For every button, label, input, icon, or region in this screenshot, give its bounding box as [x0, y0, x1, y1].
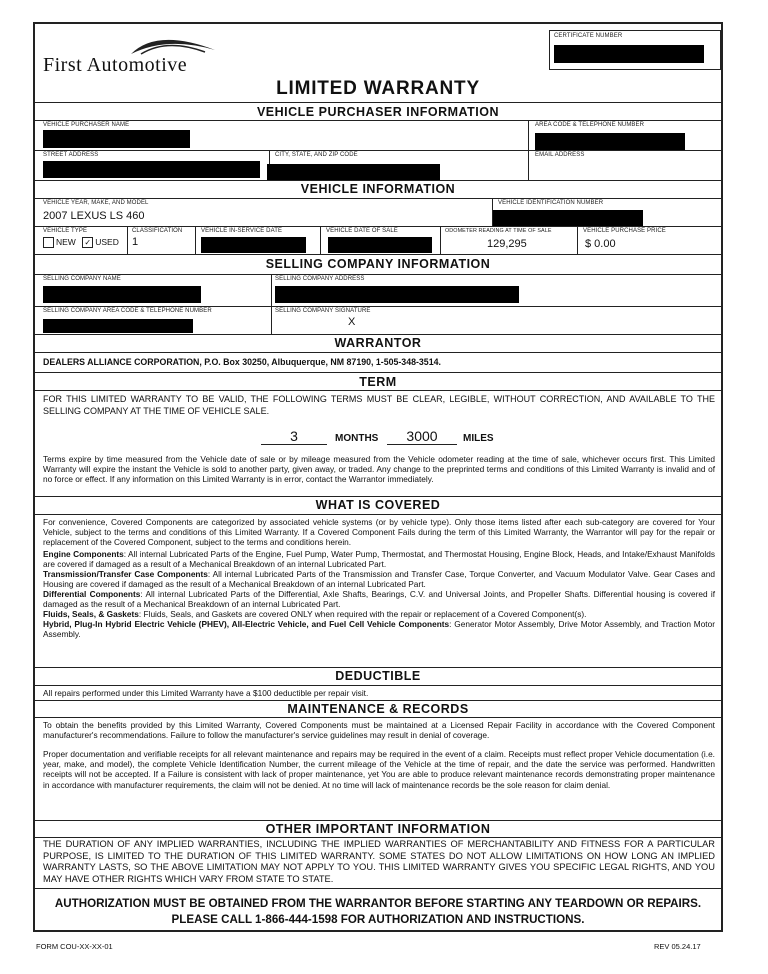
engine-title: Engine Components: [43, 549, 124, 559]
miles-value: 3000: [387, 428, 457, 445]
new-checkbox[interactable]: [43, 237, 54, 248]
selling-phone-label: SELLING COMPANY AREA CODE & TELEPHONE NUMBER: [43, 308, 212, 314]
miles-label: MILES: [463, 433, 494, 444]
selling-name-redacted: [43, 286, 201, 303]
engine-text: : All internal Lubricated Parts of the Engine, Fuel Pump, Water Pump, Thermostat, and Thermostat Housing, Engine Block, Heads, and Intake/Exhaust Manifolds are covered if damaged as a result of a Mechanical Breakdown of an internal Lubricated Part.: [43, 549, 715, 569]
months-label: MONTHS: [335, 433, 379, 444]
used-checkbox[interactable]: ✓: [82, 237, 93, 248]
street-address-label: STREET ADDRESS: [43, 152, 99, 158]
page-title: LIMITED WARRANTY: [276, 78, 480, 99]
purchaser-name-redacted: [43, 130, 190, 148]
transmission-components: [43, 569, 715, 589]
certificate-number-box: [549, 30, 721, 70]
vin-label: VEHICLE IDENTIFICATION NUMBER: [498, 200, 604, 206]
maintenance-paragraph-1: To obtain the benefits provided by this Limited Warranty, Covered Components must be maintained at a Licensed Repair Facility in accordance with the Covered Component manufacturer's recommendations. Failure to follow the manufacturer's service guidelines may result in denial of coverage.: [43, 720, 715, 741]
authorization-line-1: AUTHORIZATION MUST BE OBTAINED FROM THE WARRANTOR BEFORE STARTING ANY TEARDOWN OR REPAIRS.: [54, 897, 702, 910]
differential-title: Differential Components: [43, 589, 141, 599]
city-state-zip-label: CITY, STATE, AND ZIP CODE: [275, 152, 358, 158]
selling-address-redacted: [275, 286, 519, 303]
sale-date-label: VEHICLE DATE OF SALE: [326, 228, 398, 234]
odometer-label: ODOMETER READING AT TIME OF SALE: [445, 228, 552, 234]
revision: REV 05.24.17: [654, 942, 701, 951]
purchaser-phone-redacted: [535, 133, 685, 151]
other-text: THE DURATION OF ANY IMPLIED WARRANTIES, INCLUDING THE IMPLIED WARRANTIES OF MERCHANTABILITY AND FITNESS FOR A PARTICULAR PURPOSE, IS LIMITED TO THE DURATION OF THIS LIMITED WARRANTY. SOME STATES DO NOT ALLOW LIMITATIONS ON HOW LONG AN IMPLIED WARRANTY LASTS, SO THE ABOVE LIMITATION MAY NOT APPLY TO YOU. THIS LIMITED WARRANTY GIVES YOU SPECIFIC LEGAL RIGHTS, AND YOU MAY HAVE OTHER RIGHTS WHICH VARY FROM STATE TO STATE.: [43, 839, 715, 884]
transmission-title: Transmission/Transfer Case Components: [43, 569, 208, 579]
other-section-title: OTHER IMPORTANT INFORMATION: [265, 822, 491, 836]
months-value: 3: [261, 428, 327, 445]
selling-phone-redacted: [43, 319, 193, 333]
covered-body: [43, 517, 715, 639]
hybrid-text: : Generator Motor Assembly, Drive Motor Assembly, and Traction Motor Assembly.: [43, 619, 715, 639]
hybrid-title: Hybrid, Plug-In Hybrid Electric Vehicle (PHEV), All-Electric Vehicle, and Fuel Cell Vehicle Components: [43, 619, 450, 629]
selling-name-label: SELLING COMPANY NAME: [43, 276, 121, 282]
odometer-value: 129,295: [487, 238, 527, 250]
term-intro: FOR THIS LIMITED WARRANTY TO BE VALID, THE FOLLOWING TERMS MUST BE CLEAR, LEGIBLE, WITHOUT CORRECTION, AND AVAILABLE TO THE SELLING COMPANY AT THE TIME OF VEHICLE SALE.: [43, 394, 715, 416]
new-checkbox-label: NEW: [56, 237, 76, 247]
hybrid-components: [43, 619, 715, 639]
email-label: EMAIL ADDRESS: [535, 152, 585, 158]
purchaser-section-title: VEHICLE PURCHASER INFORMATION: [256, 105, 500, 119]
deductible-text: All repairs performed under this Limited Warranty have a $100 deductible per repair visit.: [43, 688, 369, 698]
fluids-components: [43, 609, 715, 619]
differential-text: : All internal Lubricated Parts of the Differential, Axle Shafts, Bearings, C.V. and Universal Joints, and Propeller Shafts. Differential housing is covered if damaged as the result of a Mechanical Breakdown of an internal Lubricated Part.: [43, 589, 716, 609]
logo-swoosh-icon: [127, 30, 219, 56]
fluids-text: : Fluids, Seals, and Gaskets are covered ONLY when required with the repair or replacement of a Covered Component(s).: [138, 609, 587, 619]
covered-intro: For convenience, Covered Components are categorized by associated vehicle systems (or by vehicle type). Only those items listed after each sub-category are covered for Your Vehicle, subject to the terms and conditions of this Limited Warranty. If a Covered Component Fails during the term of this Limited Warranty, the Warrantor will pay for the repair or replacement of the Covered Component, subject to the terms and conditions herein.: [43, 517, 715, 547]
purchase-price-value: $ 0.00: [585, 238, 616, 250]
vehicle-section-title: VEHICLE INFORMATION: [300, 182, 456, 196]
signature-label: SELLING COMPANY SIGNATURE: [275, 308, 371, 314]
authorization-line-2: PLEASE CALL 1-866-444-1598 FOR AUTHORIZATION AND INSTRUCTIONS.: [171, 913, 585, 926]
certificate-number-redacted: [554, 45, 704, 63]
transmission-text: : All internal Lubricated Parts of the Transmission and Transfer Case, Torque Converter, and Vacuum Modulator Valve. Gear Cases and Housing are covered if damaged as the result of a Mechanical Breakdown of an internal Lubricated Part.: [43, 569, 715, 589]
selling-address-label: SELLING COMPANY ADDRESS: [275, 276, 365, 282]
engine-components: [43, 549, 715, 569]
fluids-title: Fluids, Seals, & Gaskets: [43, 609, 139, 619]
purchaser-phone-label: AREA CODE & TELEPHONE NUMBER: [535, 122, 645, 128]
street-address-redacted: [43, 161, 260, 178]
used-checkbox-label: USED: [95, 237, 119, 247]
warranty-form: [33, 22, 723, 932]
covered-section-title: WHAT IS COVERED: [315, 498, 441, 512]
classification-label: CLASSIFICATION: [132, 228, 183, 234]
deductible-section-title: DEDUCTIBLE: [335, 669, 421, 683]
vin-redacted: [493, 210, 643, 226]
ymm-label: VEHICLE YEAR, MAKE, AND MODEL: [43, 200, 149, 206]
certificate-number-label: CERTIFICATE NUMBER: [554, 33, 623, 39]
classification-value: 1: [132, 236, 139, 248]
signature-value: X: [348, 316, 356, 328]
ymm-value: 2007 LEXUS LS 460: [43, 210, 145, 222]
vehicle-type-options: [43, 237, 119, 248]
purchase-price-label: VEHICLE PURCHASE PRICE: [583, 228, 666, 234]
city-state-zip-redacted: [267, 164, 440, 181]
warrantor-text: DEALERS ALLIANCE CORPORATION, P.O. Box 30250, Albuquerque, NM 87190, 1-505-348-3514.: [43, 357, 441, 367]
differential-components: [43, 589, 715, 609]
term-section-title: TERM: [359, 375, 397, 389]
term-body: Terms expire by time measured from the Vehicle date of sale or by mileage measured from the Vehicle odometer reading at the time of sale, whichever occurs first. This Limited Warranty will expire the instant the Vehicle is sold to another party, given away, or traded. Any change to the preprinted terms and conditions of this Limited Warranty is invalid and of no force or effect. If any information on this Limited Warranty is in error, contact the Warrantor immediately.: [43, 454, 715, 485]
purchaser-name-label: VEHICLE PURCHASER NAME: [43, 122, 130, 128]
maintenance-section-title: MAINTENANCE & RECORDS: [287, 702, 469, 716]
form-id: FORM COU-XX-XX-01: [36, 942, 113, 951]
vehicle-type-label: VEHICLE TYPE: [43, 228, 88, 234]
selling-section-title: SELLING COMPANY INFORMATION: [265, 257, 491, 271]
in-service-date-label: VEHICLE IN-SERVICE DATE: [201, 228, 283, 234]
in-service-date-redacted: [201, 237, 306, 253]
brand-logo: First Automotive: [43, 54, 188, 76]
maintenance-paragraph-2: Proper documentation and verifiable receipts for all relevant maintenance and repairs may be required in the event of a claim. Receipts must reflect proper Vehicle documentation (i.e. year, make, and model), the complete Vehicle Identification Number, the current mileage of the Vehicle at the time of repair, and the date the service was performed. Handwritten receipts will not be accepted. If a Failure is consistent with lack of proper maintenance, yet You are able to produce relevant maintenance records demonstrating proper maintenance in accordance with manufacturer requirements, the claim will not be denied. At no time will lack of maintenance records be the sole reason for claim denial.: [43, 749, 715, 790]
warrantor-section-title: WARRANTOR: [334, 336, 422, 350]
sale-date-redacted: [328, 237, 432, 253]
